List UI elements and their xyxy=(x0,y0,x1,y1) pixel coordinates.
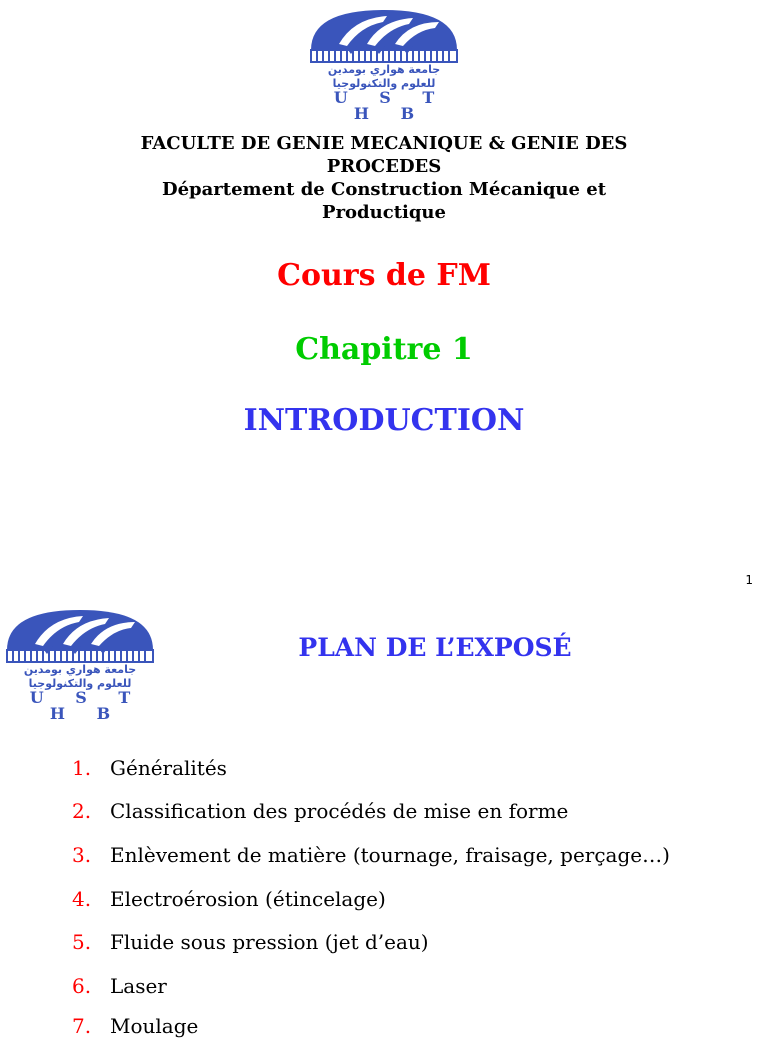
logo-emblem-icon xyxy=(309,6,459,66)
logo-arabic-line-1: جامعة هواري بومدين xyxy=(23,663,137,676)
faculty-heading xyxy=(100,132,668,224)
list-item-label: Laser xyxy=(110,974,167,998)
slide-2 xyxy=(0,595,768,1038)
list-item-label: Electroérosion (étincelage) xyxy=(110,887,386,911)
usthb-logo xyxy=(309,6,459,123)
list-item-number: 3. xyxy=(72,843,92,867)
list-item-label: Fluide sous pression (jet d’eau) xyxy=(110,930,429,954)
list-item-number: 5. xyxy=(72,930,92,954)
list-item-number: 1. xyxy=(72,756,92,780)
list-item-number: 4. xyxy=(72,887,92,911)
page-number: 1 xyxy=(745,573,753,587)
logo-acronym: U S T H B xyxy=(333,88,448,123)
list-item-label: Enlèvement de matière (tournage, fraisage, perçage…) xyxy=(110,843,670,867)
faculty-name: FACULTE DE GENIE MECANIQUE & GENIE DES PROCEDES xyxy=(140,133,628,177)
logo-arabic-line-1: جامعة هواري بومدين xyxy=(327,63,441,76)
department-name: Département de Construction Mécanique et Productique xyxy=(161,179,607,223)
list-item-number: 7. xyxy=(72,1014,92,1038)
logo-acronym: U S T H B xyxy=(29,688,144,723)
plan-title: PLAN DE L’EXPOSÉ xyxy=(298,633,572,662)
chapter-title: Chapitre 1 xyxy=(295,332,473,367)
list-item-label: Classification des procédés de mise en forme xyxy=(110,799,569,823)
usthb-logo xyxy=(5,606,155,723)
list-item-number: 6. xyxy=(72,974,92,998)
list-item-number: 2. xyxy=(72,799,92,823)
logo-arabic-line-2: للعلوم والتكنولوجيا xyxy=(332,77,436,90)
logo-arabic-line-2: للعلوم والتكنولوجيا xyxy=(28,677,132,690)
topic-title: INTRODUCTION xyxy=(243,403,525,438)
list-item-label: Généralités xyxy=(110,756,227,780)
logo-emblem-icon xyxy=(5,606,155,666)
course-title: Cours de FM xyxy=(277,258,491,293)
list-item-label: Moulage xyxy=(110,1014,199,1038)
